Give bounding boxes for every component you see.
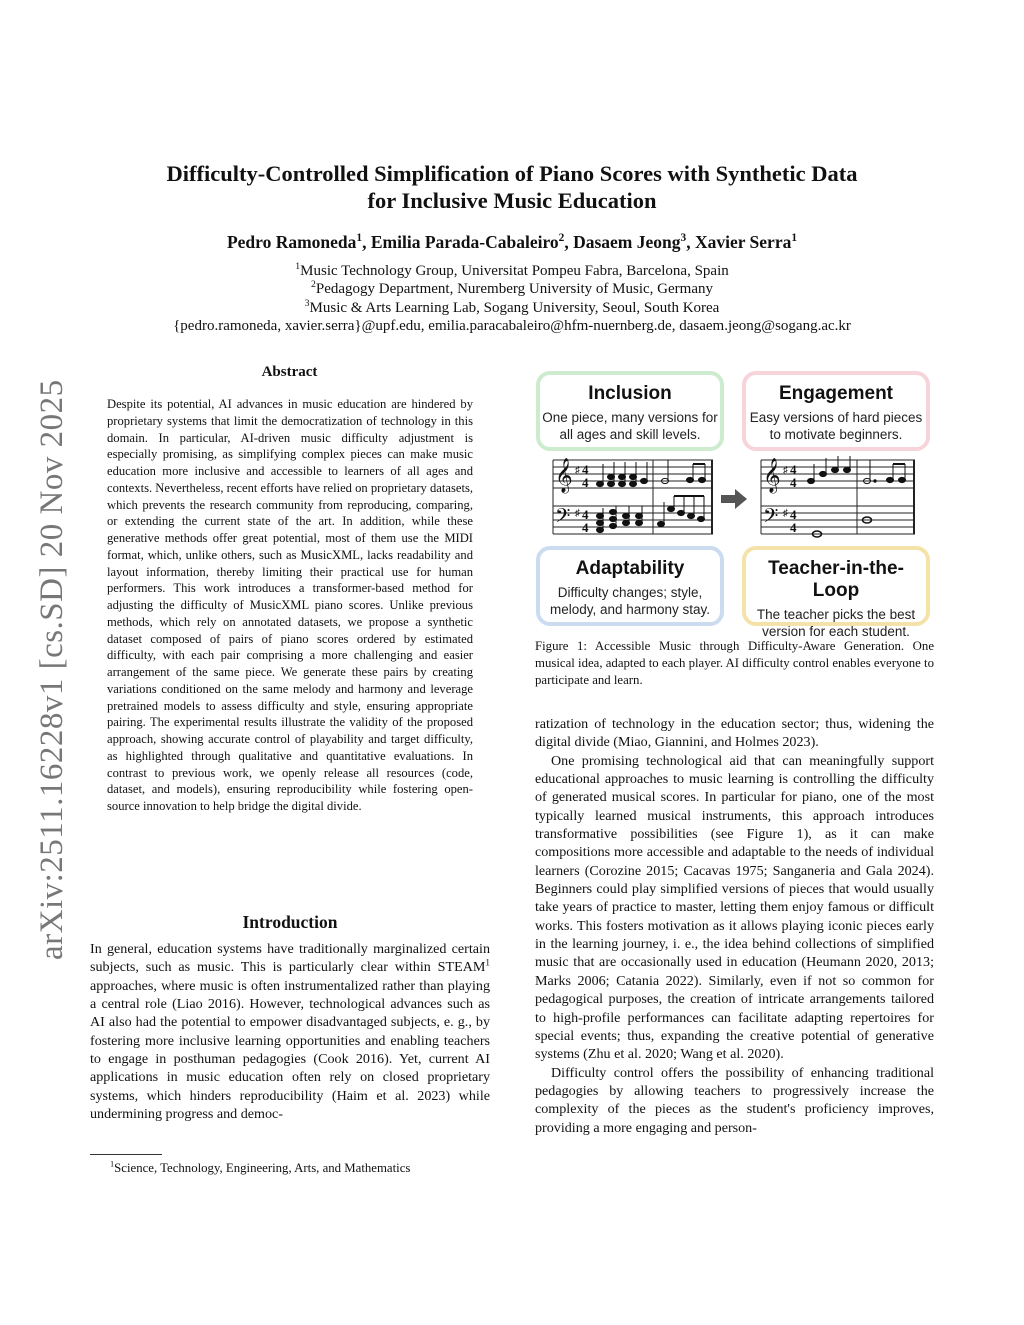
- time-signature-icon: 4: [790, 475, 797, 490]
- author: Xavier Serra$^1$: [694, 232, 798, 252]
- paper-title: Difficulty-Controlled Simplification of Piano Scores with Synthetic Data for Inclusive Music Education: [166, 161, 858, 213]
- card-title: Inclusion: [588, 383, 672, 404]
- time-signature-icon: 4: [582, 475, 589, 490]
- right-column-text: [535, 715, 934, 1137]
- time-signature-icon: 4: [790, 507, 797, 522]
- time-signature-icon: 4: [582, 507, 589, 522]
- time-signature-icon: 4: [790, 462, 797, 477]
- author: Dasaem Jeong$^3$,: [573, 232, 695, 252]
- card-description: The teacher picks the best version for each student.: [756, 607, 916, 639]
- card-description: Easy versions of hard pieces to motivate beginners.: [749, 410, 923, 442]
- author-list: [90, 232, 934, 253]
- arrow-right-icon: [721, 489, 747, 509]
- affiliation: $^3$Music & Arts Learning Lab, Sogang University, Seoul, South Korea: [304, 297, 720, 316]
- paragraph: ratization of technology in the education sector; thus, widening the digital divide (Miao, Giannini, and Holmes 2023).: [535, 716, 934, 751]
- time-signature-icon: 4: [582, 520, 589, 535]
- introduction-text: In general, education systems have traditionally marginalized certain subjects, such as music. This is particularly clear within STEAM$^1$ approaches, where music is often instrumentalized rather than playing a central role (Liao 2016). However, technological advances such as AI also had the potential to empower disadvantaged subjects, e. g., by fostering more inclusive learning opportunities and enabling teachers to engage in posthuman pedagogies (Cook 2016). Yet, current AI applications in music education often rely on closed proprietary systems, which hinders reproducibility (Haim et al. 2023) while undermining progress and democ-: [90, 941, 490, 1123]
- key-signature-icon: ♯: [575, 508, 580, 519]
- inclusion-card: [536, 371, 724, 451]
- author: Pedro Ramoneda$^1$,: [226, 232, 371, 252]
- key-signature-icon: ♯: [575, 465, 580, 476]
- footnote-marker: 1: [485, 957, 490, 968]
- score-illustration: [545, 452, 925, 544]
- card-description: One piece, many versions for all ages and skill levels.: [542, 410, 718, 442]
- card-description: Difficulty changes; style, melody, and harmony stay.: [549, 585, 711, 617]
- time-signature-icon: 4: [582, 462, 589, 477]
- author: Emilia Parada-Cabaleiro$^2$,: [370, 232, 574, 252]
- key-signature-icon: ♯: [783, 508, 788, 519]
- introduction-heading: Introduction: [242, 912, 338, 932]
- affiliation: $^2$Pedagogy Department, Nuremberg University of Music, Germany: [310, 279, 713, 298]
- paragraph: Difficulty control offers the possibility of enhancing traditional pedagogies by allowing teachers to progressively increase the complexity of the pieces as the student's proficiency improves, providing a more engaging and person-: [535, 1064, 934, 1136]
- card-title: Engagement: [778, 383, 894, 404]
- treble-clef-icon: 𝄞: [763, 458, 781, 493]
- key-signature-icon: ♯: [783, 465, 788, 476]
- arxiv-stamp: arXiv:2511.16228v1 [cs.SD] 20 Nov 2025: [34, 379, 70, 960]
- footnote: $^1$Science, Technology, Engineering, Arts, and Mathematics: [110, 1159, 411, 1175]
- affiliations: [90, 262, 934, 335]
- abstract-heading: Abstract: [261, 364, 318, 380]
- engagement-card: [742, 371, 930, 451]
- footnote-rule: [90, 1154, 162, 1155]
- dense-notes-icon: [597, 460, 706, 533]
- bass-clef-icon: 𝄢: [763, 504, 779, 532]
- teacher-in-the-loop-card: [742, 546, 930, 639]
- email-list: {pedro.ramoneda, xavier.serra}@upf.edu, emilia.paracabaleiro@hfm-nuernberg.de, dasaem.jeong@sogang.ac.kr: [173, 317, 851, 334]
- card-title: Teacher-in-the-Loop: [768, 558, 904, 601]
- paragraph: One promising technological aid that can meaningfully support educational approaches to music learning is controlling the difficulty of generated musical scores. In particular for piano, one of the most typically learned musical instruments, this approach introduces transformative possibilities (see Figure 1), as it can make compositions more accessible and adaptable to the needs of individual learners (Corozine 2015; Cacavas 1975; Sanganeria and Gala 2024). Beginners could play simplified versions of pieces that would usually take years of practice to master, letting them enjoy famous or difficult works. This fosters motivation as it allows playing iconic pieces early in the learning journey, i. e., the idea behind collections of simplified music that are occasionally used in education (Heumann 2020, 2013; Marks 2006; Catania 2022). Similarly, even if not so common for pedagogical purposes, the creation of intricate arrangements tailored to high-profile performances can facilitate adapting repertoires for special events; thus, expanding the creative potential of generative systems (Zhu et al. 2020; Wang et al. 2020).: [535, 752, 934, 1063]
- time-signature-icon: 4: [790, 520, 797, 535]
- card-title: Adaptability: [575, 558, 685, 579]
- bass-clef-icon: 𝄢: [555, 504, 571, 532]
- figure-caption: Figure 1: Accessible Music through Difficulty-Aware Generation. One musical idea, adapted to each player. AI difficulty control enables everyone to participate and learn.: [535, 639, 934, 687]
- abstract-text: Despite its potential, AI advances in music education are hindered by proprietary systems that limit the democratization of technology in this domain. In particular, AI-driven music difficulty adjustment is especially promising, as simplifying complex pieces can make music education more inclusive and accessible to learners of all ages and contexts. Nevertheless, recent efforts have relied on proprietary datasets, which prevents the research community from reproducing, comparing, or extending the current state of the art. In addition, while these generative methods offer great potential, most of them use the MIDI format, which, unlike others, such as MusicXML, lacks readability and layout information, thereby limiting their practical use for human performers. This work introduces a transformer-based method for adjusting the difficulty of MusicXML piano scores. Unlike previous methods, which rely on annotated datasets, we propose a synthetic dataset composed of pairs of piano scores ordered by estimated difficulty, with each pair comprising a more challenging and easier arrangement of the same piece. We generate these pairs by creating variations conditioned on the same melody and harmony and leverage pretrained models to assess difficulty and style, ensuring appropriate pairing. The experimental results illustrate the validity of the proposed approach, showing accurate control of playability and target difficulty, as highlighted through qualitative and quantitative evaluations. In contrast to previous work, we openly release all resources (code, dataset, and models), ensuring reproducibility while fostering open-source innovation to help bridge the digital divide.: [107, 397, 473, 813]
- adaptability-card: [536, 546, 724, 626]
- treble-clef-icon: 𝄞: [555, 458, 573, 493]
- affiliation: $^1$Music Technology Group, Universitat Pompeu Fabra, Barcelona, Spain: [295, 261, 729, 279]
